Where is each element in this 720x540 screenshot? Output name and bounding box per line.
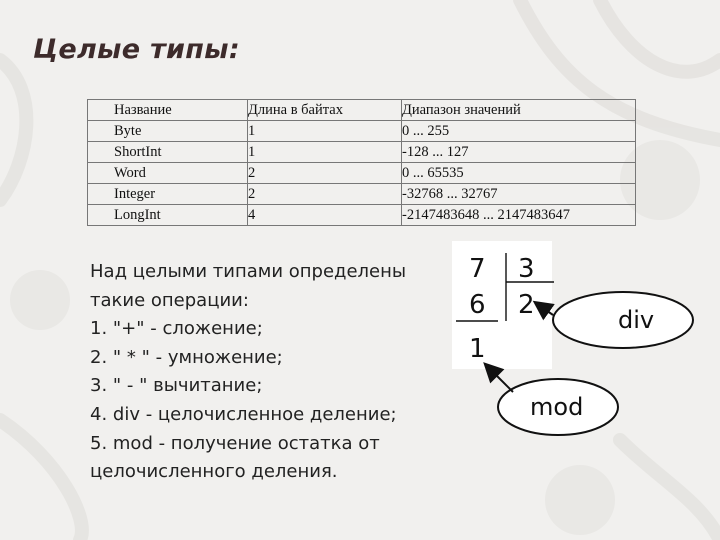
type-size-cell: 2	[248, 163, 402, 184]
quotient-digit: 2	[518, 290, 535, 320]
type-size-cell: 1	[248, 142, 402, 163]
list-item: 2. " * " - умножение;	[90, 346, 283, 368]
div-label: div	[618, 306, 655, 334]
integer-types-table	[87, 99, 636, 226]
table-row	[88, 163, 636, 184]
text-line: Над целыми типами определены	[90, 261, 407, 282]
type-name-cell: Integer	[88, 184, 248, 205]
type-size-cell: 2	[248, 184, 402, 205]
type-range-cell: -32768 ... 32767	[402, 184, 636, 205]
subtrahend-digit: 6	[469, 290, 486, 320]
mod-label: mod	[530, 393, 584, 421]
text-line: целочисленного деления.	[90, 461, 338, 483]
type-size-cell: 4	[248, 205, 402, 226]
type-range-cell: -2147483648 ... 2147483647	[402, 205, 636, 226]
type-name-cell: Word	[88, 163, 248, 184]
divisor-digit: 3	[518, 254, 535, 284]
header-cell-size: Длина в байтах	[248, 100, 402, 121]
type-name-cell: Byte	[88, 121, 248, 142]
page-title: Целые типы:	[33, 34, 240, 65]
list-item: 1. "+" - сложение;	[90, 318, 263, 340]
type-size-cell: 1	[248, 121, 402, 142]
list-item: 4. div - целочисленное деление;	[90, 403, 397, 425]
mod-arrow	[486, 365, 513, 392]
table-row	[88, 184, 636, 205]
table-header-row	[88, 100, 636, 121]
text-line: такие операции:	[90, 289, 249, 311]
type-name-cell: LongInt	[88, 205, 248, 226]
table-row	[88, 121, 636, 142]
division-diagram	[440, 235, 700, 445]
remainder-digit: 1	[469, 334, 486, 364]
type-name-cell: ShortInt	[88, 142, 248, 163]
list-item: 3. " - " вычитание;	[90, 375, 263, 397]
operations-text	[90, 258, 450, 487]
list-item: 5. mod - получение остатка от	[90, 432, 380, 454]
header-cell-range: Диапазон значений	[402, 100, 636, 121]
table-row	[88, 205, 636, 226]
type-range-cell: 0 ... 255	[402, 121, 636, 142]
division-box	[452, 241, 552, 369]
header-cell-name: Название	[88, 100, 248, 121]
dividend-digit: 7	[469, 254, 486, 284]
type-range-cell: -128 ... 127	[402, 142, 636, 163]
type-range-cell: 0 ... 65535	[402, 163, 636, 184]
table-row	[88, 142, 636, 163]
